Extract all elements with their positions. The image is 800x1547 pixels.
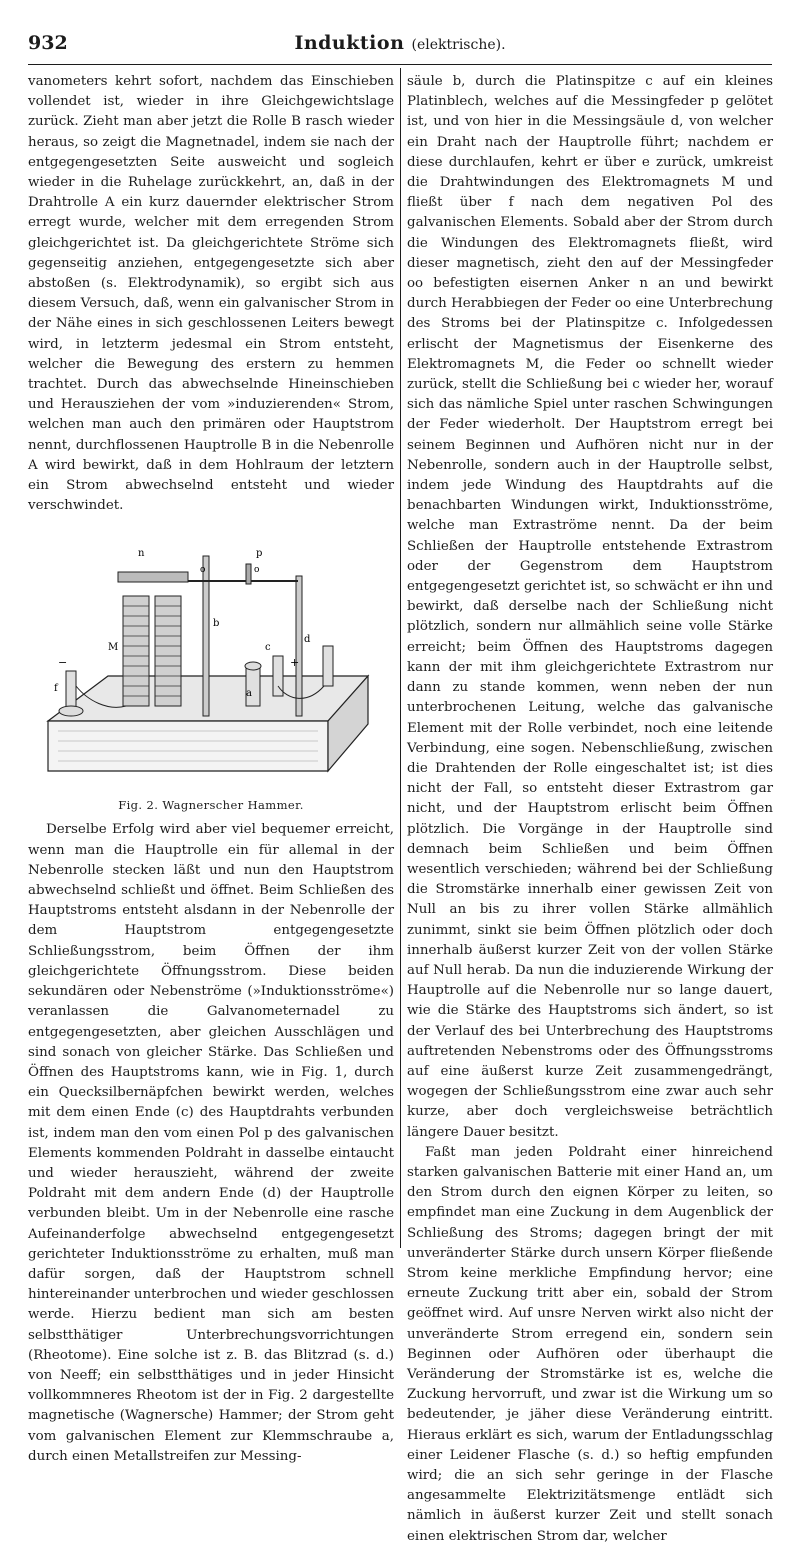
page-header — [28, 30, 772, 65]
right-paragraph-1: säule b, durch die Platinspitze c auf ein kleines Platinblech, welches auf die Messingfeder p gelötet ist, und von hier in die Messingsäule d, von welcher ein Draht nach der Hauptrolle führt; nachdem er diese durchlaufen, kehrt er über e zurück, umkreist die Drahtwindungen des Elektromagnets M und fließt über f nach dem negativen Pol des galvanischen Elements. Sobald aber der Strom durch die Windungen des Elektromagnets fließt, wird dieser magnetisch, zieht den auf der Messingfeder oo befestigten eisernen Anker n an und bewirkt durch Herabbiegen der Feder oo eine Unterbrechung des Stroms bei der Platinspitze c. Infolgedessen erlischt der Magnetismus der Eisenkerne des Elektromagnets M, die Feder oo schnellt wieder zurück, stellt die Schließung bei c wieder her, worauf sich das nämliche Spiel unter raschen Schwingungen der Feder wiederholt. Der Hauptstrom erregt bei seinem Beginnen und Aufhören nicht nur in der Nebenrolle, sondern auch in der Hauptrolle selbst, indem jede Windung des Hauptdrahts auf die benachbarten Windungen wirkt, Induktionsströme, welche man Extraströme nennt. Da der beim Schließen der Hauptrolle entstehende Extrastrom oder der Gegenstrom dem Hauptstrom entgegengesetzt gerichtet ist, so schwächt er ihn und bewirkt, daß derselbe nach der Schließung nicht plötzlich, sondern nur allmählich seine volle Stärke erreicht; beim Öffnen des Hauptstroms dagegen kann der mit ihm gleichgerichtete Extrastrom nur dann zu stande kommen, wenn neben der nun unterbrochenen Leitung, welche das galvanische Element mit der Rolle verbindet, noch eine leitende Verbindung, eine sogen. Nebenschließung, zwischen die Drahtenden der Rolle eingeschaltet ist; ist dies nicht der Fall, so entsteht dieser Extrastrom gar nicht, und der Hauptstrom erlischt beim Öffnen plötzlich. Die Vorgänge in der Hauptrolle sind demnach beim Schließen und beim Öffnen wesentlich verschieden; während bei der Schließung die Stromstärke innerhalb einer gewissen Zeit von Null an bis zu ihrer vollen Stärke allmählich zunimmt, sinkt sie beim Öffnen plötzlich oder doch innerhalb äußerst kurzer Zeit von der vollen Stärke auf Null herab. Da nun die induzierende Wirkung der Hauptrolle auf die Nebenrolle nur so lange dauert, wie die Stärke des Hauptstroms sich ändert, so ist der Verlauf des bei Unterbrechung des Hauptstroms auftretenden Nebenstroms oder des Öffnungsstroms auf eine äußerst kurze Zeit zusammengedrängt, wogegen der Schließungsstrom eine zwar auch sehr kurze, aber doch vergleichsweise beträchtlich längere Dauer besitzt. — [407, 74, 773, 1140]
left-paragraph-1: vanometers kehrt sofort, nachdem das Einschieben vollendet ist, wieder in ihre Gleichgewichtslage zurück. Zieht man aber jetzt die Rolle B rasch wieder heraus, so zeigt die Magnetnadel, indem sie nach der entgegengesetzten Seite ausweicht und sogleich wieder in die Ruhelage zurückkehrt, an, daß in der Drahtrolle A ein kurz dauernder elektrischer Strom erregt wurde, welcher mit dem erregenden Strom gleichgerichtet ist. Da gleichgerichtete Ströme sich gegenseitig anziehen, entgegengesetzte sich aber abstoßen (s. Elektrodynamik), so ergibt sich aus diesem Versuch, daß, wenn ein galvanischer Strom in der Nähe eines in sich geschlossenen Leiters bewegt wird, in letzterm jedesmal ein Strom entsteht, welcher die Bewegung des erstern zu hemmen trachtet. Durch das abwechselnde Hineinschieben und Herausziehen der vom »induzierenden« Strom, welchen man auch den primären oder Hauptstrom nennt, durchflossenen Hauptrolle B in die Nebenrolle A wird bewirkt, daß in dem Hohlraum der letztern ein Strom abwechselnd entsteht und wieder verschwindet. — [28, 74, 394, 514]
left-paragraph-2: Derselbe Erfolg wird aber viel bequemer erreicht, wenn man die Hauptrolle ein für allemal in der Nebenrolle stecken läßt und nun den Hauptstrom abwechselnd schließt und öffnet. Beim Schließen des Hauptstroms entsteht alsdann in der Nebenrolle der dem Hauptstrom entgegengesetzte Schließungsstrom, beim Öffnen der ihm gleichgerichtete Öffnungsstrom. Diese beiden sekundären oder Nebenströme (»Induktionsströme«) veranlassen die Galvanometernadel zu entgegengesetzten, aber gleichen Ausschlägen und sind sonach von gleicher Stärke. Das Schließen und Öffnen des Hauptstroms kann, wie in Fig. 1, durch ein Quecksilbernäpfchen bewirkt werden, welches mit dem einen Ende (c) des Hauptdrahts verbunden ist, indem man den vom einen Pol p des galvanischen Elements kommenden Poldraht in dasselbe eintaucht und wieder herauszieht, während der zweite Poldraht mit dem andern Ende (d) der Hauptrolle verbunden bleibt. Um in der Nebenrolle eine rasche Aufeinanderfolge abwechselnd entgegengesetzt gerichteter Induktionsströme zu erhalten, muß man dafür sorgen, daß der Hauptstrom schnell hintereinander unterbrochen und wieder geschlossen werde. Hierzu bedient man sich am besten selbstthätiger Unterbrechungsvorrichtungen (Rheotome). Eine solche ist z. B. das Blitzrad (s. d.) von Neeff; ein selbstthätiges und in jeder Hinsicht vollkommneres Rheotom ist der in Fig. 2 dargestellte magnetische (Wagnersche) Hammer; der Strom geht vom galvanischen Element zur Klemmschraube a, durch einen Metallstreifen zur Messing- — [28, 822, 394, 1464]
figure-label-a: a — [246, 688, 252, 700]
figure-label-o2: o — [254, 565, 260, 576]
page-number: 932 — [28, 32, 68, 54]
running-head-title: Induktion — [294, 32, 405, 54]
figure-label-b: b — [213, 618, 220, 630]
figure-label-p: p — [256, 548, 263, 560]
figure-caption: Fig. 2. Wagnerscher Hammer. — [118, 798, 304, 813]
left-column — [28, 72, 394, 1467]
figure-label-m: M — [108, 642, 119, 654]
wagner-hammer-illustration — [28, 526, 394, 796]
running-head-subtitle: (elektrische). — [411, 37, 506, 53]
figure-label-plus: + — [290, 656, 300, 670]
running-head — [28, 32, 772, 54]
figure-label-n: n — [138, 548, 145, 560]
figure-label-minus: − — [58, 656, 68, 670]
right-paragraph-2: Faßt man jeden Poldraht einer hinreichend starken galvanischen Batterie mit einer Hand an, um den Strom durch den eignen Körper zu leiten, so empfindet man eine Zuckung in dem Augenblick der Schließung des Stroms; dagegen bringt der mit unveränderter Stärke durch unsern Körper fließende Strom keine merkliche Empfindung hervor; eine erneute Zuckung tritt aber ein, sobald der Strom geöffnet wird. Auf unsre Nerven wirkt also nicht der unveränderte Strom erregend ein, sondern sein Beginnen oder Aufhören oder überhaupt die Veränderung der Stromstärke ist es, welche die Zuckung hervorruft, und zwar ist die Wirkung um so bedeutender, je jäher diese Veränderung eintritt. Hieraus erklärt es sich, warum der Entladungsschlag einer Leidener Flasche (s. d.) so heftig empfunden wird; die an sich sehr geringe in der Flasche angesammelte Elektrizitätsmenge entlädt sich nämlich in äußerst kurzer Zeit und stellt sonach einen elektrischen Strom dar, welcher — [407, 1144, 773, 1544]
figure-label-d: d — [304, 634, 311, 646]
figure-label-o1: o — [200, 565, 206, 576]
figure-label-f: f — [54, 683, 58, 695]
figure-label-c: c — [265, 642, 271, 654]
column-divider — [400, 68, 401, 1248]
figure-wagner-hammer — [28, 526, 394, 812]
right-column — [407, 72, 773, 1547]
